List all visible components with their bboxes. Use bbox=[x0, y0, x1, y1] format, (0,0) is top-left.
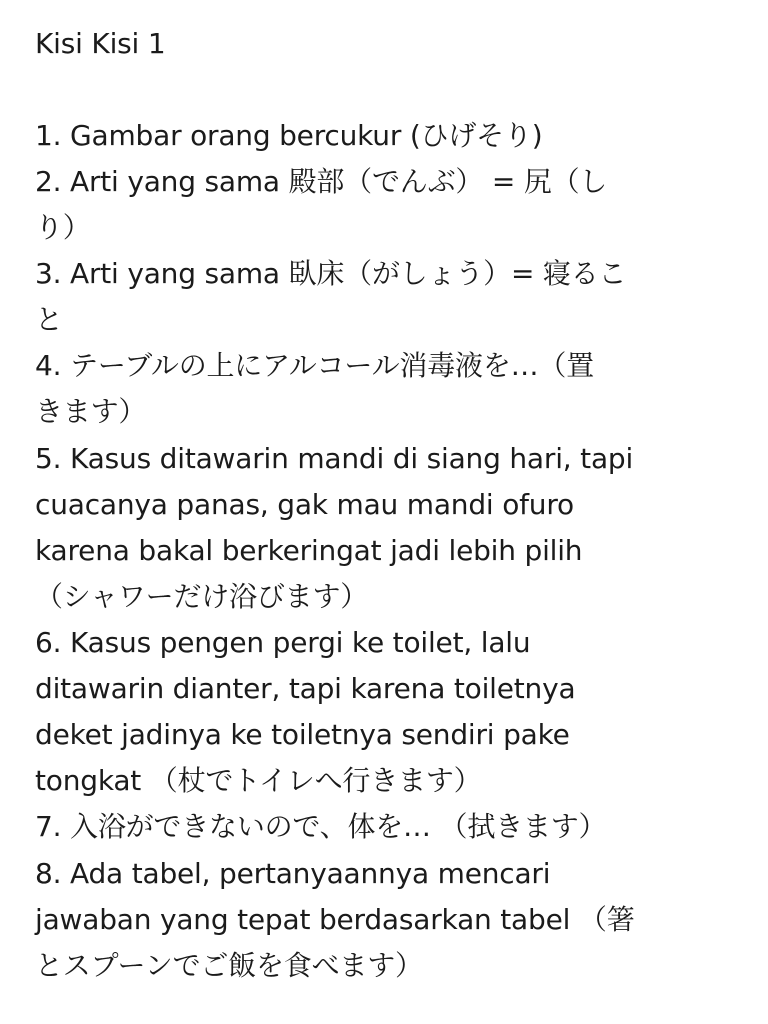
text-line: とスプーンでご飯を食べます） bbox=[35, 949, 423, 982]
text-line: tongkat （杖でトイレへ行きます） bbox=[35, 764, 482, 797]
text-line: 4. テーブルの上にアルコール消毒液を…（置 bbox=[35, 349, 595, 382]
text-line: cuacanya panas, gak mau mandi ofuro bbox=[35, 488, 574, 521]
text-line: きます） bbox=[35, 395, 147, 428]
text-line: ditawarin dianter, tapi karena toiletnya bbox=[35, 672, 576, 705]
text-line: 2. Arti yang sama 殿部（でんぶ） = 尻（し bbox=[35, 165, 608, 198]
text-line: と bbox=[35, 303, 63, 336]
text-line: 3. Arti yang sama 臥床（がしょう）= 寝るこ bbox=[35, 257, 627, 290]
text-line: （シャワーだけ浴びます） bbox=[35, 580, 369, 613]
text-line: karena bakal berkeringat jadi lebih pilih bbox=[35, 534, 583, 567]
text-line: jawaban yang tepat berdasarkan tabel （箸 bbox=[35, 903, 635, 936]
text-line: 7. 入浴ができないので、体を… （拭きます） bbox=[35, 810, 607, 843]
text-line: り） bbox=[35, 211, 91, 244]
document-title: Kisi Kisi 1 bbox=[35, 27, 166, 60]
text-line: deket jadinya ke toiletnya sendiri pake bbox=[35, 718, 570, 751]
text-line: 8. Ada tabel, pertanyaannya mencari bbox=[35, 857, 551, 890]
text-line: 1. Gambar orang bercukur (ひげそり) bbox=[35, 119, 543, 152]
text-line: 6. Kasus pengen pergi ke toilet, lalu bbox=[35, 626, 531, 659]
text-line: 5. Kasus ditawarin mandi di siang hari, tapi bbox=[35, 442, 634, 475]
